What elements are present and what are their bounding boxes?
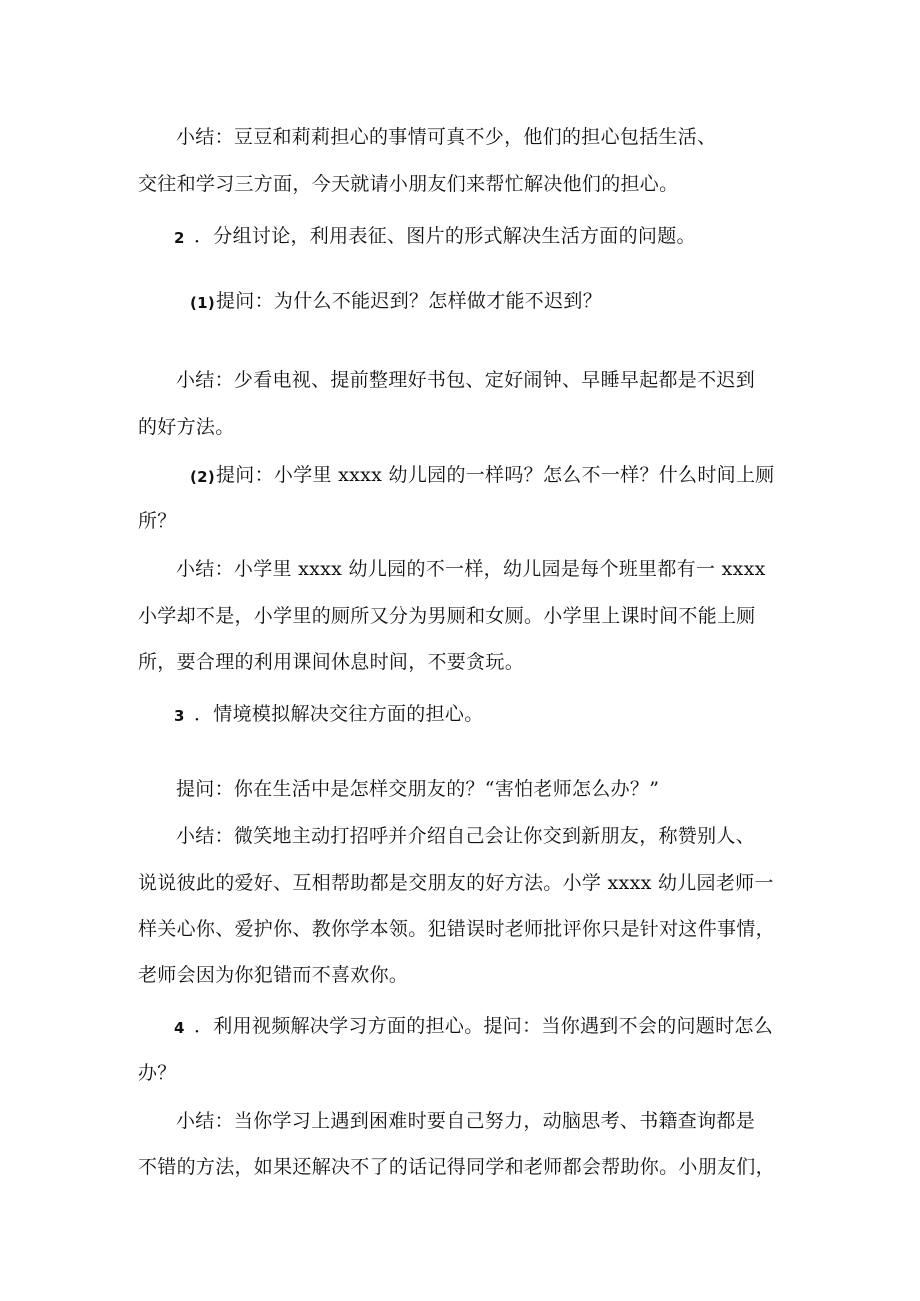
question-line: 所？ [138,510,177,532]
item-heading-4: ．利用视频解决学习方面的担心。提问：当你遇到不会的问题时怎么 [194,1015,774,1037]
summary-line: 的好方法。 [138,416,235,438]
summary-line: 交往和学习三方面，今天就请小朋友们来帮忙解决他们的担心。 [138,173,679,195]
question-line: 提问：你在生活中是怎样交朋友的？“害怕老师怎么办？” [176,778,660,800]
summary-line: 说说彼此的爱好、互相帮助都是交朋友的好方法。小学 xxxx 幼儿园老师一 [138,872,774,894]
question-line: 办？ [138,1062,177,1084]
summary-line: 不错的方法，如果还解决不了的话记得同学和老师都会帮助你。小朋友们， [138,1156,775,1178]
summary-line: 小学却不是，小学里的厕所又分为男厕和女厕。小学里上课时间不能上厕 [138,605,756,627]
question-line: 提问：小学里 xxxx 幼儿园的一样吗？怎么不一样？什么时间上厕 [216,464,775,486]
question-line: 提问：为什么不能迟到？怎样做才能不迟到？ [216,290,603,312]
summary-line: 小结：小学里 xxxx 幼儿园的不一样，幼儿园是每个班里都有一 xxxx [176,558,766,580]
sub-item-number-2: (2) [190,468,216,486]
summary-line: 小结：当你学习上遇到困难时要自己努力，动脑思考、书籍查询都是 [176,1110,756,1132]
item-number-2: 2 [174,229,185,247]
sub-item-number-1: (1) [190,294,216,312]
summary-line: 所，要合理的利用课间休息时间，不要贪玩。 [138,651,525,673]
item-number-4: 4 [174,1019,185,1037]
summary-line: 样关心你、爱护你、教你学本领。犯错误时老师批评你只是针对这件事情， [138,918,775,940]
item-heading-3: ．情境模拟解决交往方面的担心。 [194,703,484,725]
summary-line: 小结：微笑地主动打招呼并介绍自己会让你交到新朋友，称赞别人、 [176,825,756,847]
summary-line: 小结：豆豆和莉莉担心的事情可真不少，他们的担心包括生活、 [176,126,717,148]
item-heading-2: ．分组讨论，利用表征、图片的形式解决生活方面的问题。 [194,225,696,247]
summary-line: 老师会因为你犯错而不喜欢你。 [138,964,409,986]
summary-line: 小结：少看电视、提前整理好书包、定好闹钟、早睡早起都是不迟到 [176,369,756,391]
item-number-3: 3 [174,707,185,725]
